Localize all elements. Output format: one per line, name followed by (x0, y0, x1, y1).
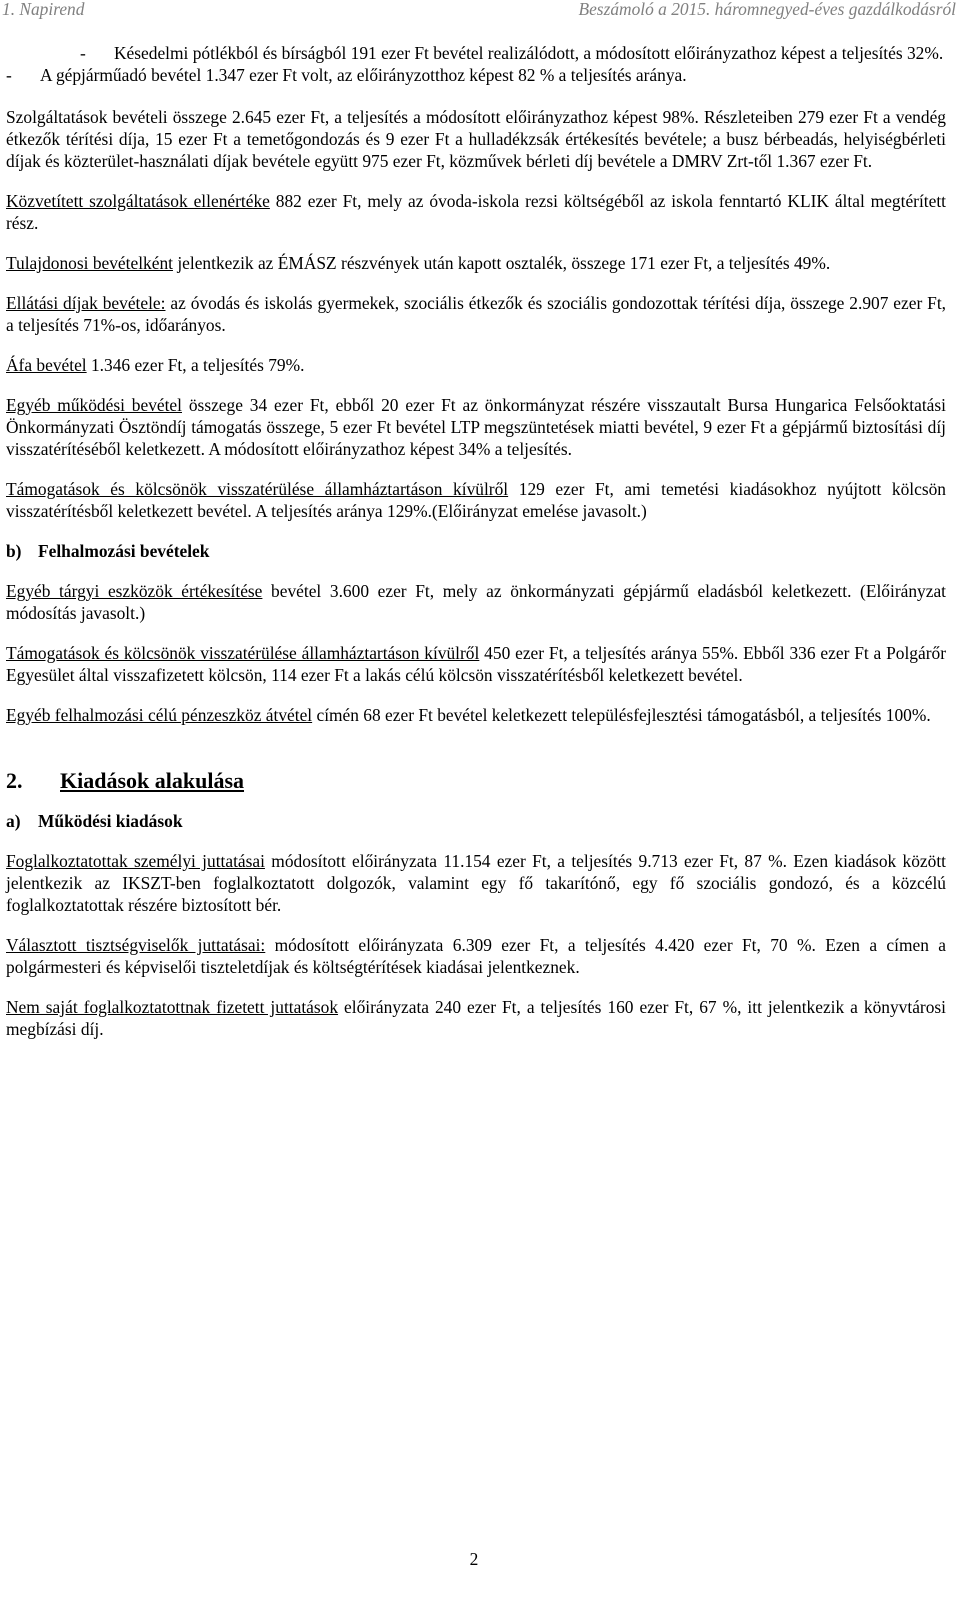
paragraph-text: 450 ezer Ft, a teljesítés aránya 55%. Ebből 336 ezer Ft a Polgárőr Egyesület által visszafizetett kölcsön, 114 ezer Ft a lakás célú kölcsön visszatérítésből keletkezett bevétel. (6, 643, 946, 685)
header-right: Beszámoló a 2015. háromnegyed-éves gazdálkodásról (578, 0, 956, 19)
section-letter: a) (6, 811, 21, 831)
paragraph-non-employee-pay (6, 996, 946, 1040)
paragraph-heading: Támogatások és kölcsönök visszatérülése államháztartáson kívülről (6, 643, 480, 663)
paragraph-text: módosított előirányzata 11.154 ezer Ft, a teljesítés 9.713 ezer Ft, 87 %. Ezen kiadások között jelentkezik az IKSZT-ben foglalkoztatott dolgozók, valamint egy fő takarítónő, egy fő szociális gondozó, és a közcélú foglalkoztatottak részére biztosított bér. (6, 851, 947, 915)
page-header (0, 0, 960, 30)
bullet-dash: - (80, 43, 86, 63)
list-item-text: A gépjárműadó bevétel 1.347 ezer Ft volt, az előirányzotthoz képest 82 % a teljesítés aránya. (40, 65, 687, 85)
paragraph-loan-returns (6, 478, 946, 522)
paragraph-text: 1.346 ezer Ft, a teljesítés 79%. (86, 355, 305, 375)
paragraph-text: 129 ezer Ft, ami temetési kiadásokhoz nyújtott kölcsön visszatérítésből keletkezett bevétel. A teljesítés aránya 129%.(Előirányzat emelése javasolt.) (6, 479, 947, 521)
paragraph-mediated-services (6, 190, 946, 234)
paragraph-vat (6, 354, 946, 376)
paragraph-employee-pay (6, 850, 946, 916)
paragraph-text: Szolgáltatások bevételi összege 2.645 ezer Ft, a teljesítés a módosított előirányzathoz képest 98%. Részleteiben 279 ezer Ft a vendég étkezők térítési díja, 15 ezer Ft a temetőgondozás és 9 ezer Ft a hulladékzsák értékesítés bevétele; a busz bérbeadás, helyiségbérleti díjak és közterület-használati díjak bevétele együtt 975 ezer Ft, közművek bérleti díj bevétele a DMRV Zrt-től 1.367 ezer Ft. (6, 107, 946, 171)
paragraph-text: előirányzata 240 ezer Ft, a teljesítés 160 ezer Ft, 67 %, itt jelentkezik a könyvtárosi megbízási díj. (6, 997, 947, 1039)
paragraph-loan-returns-capital (6, 642, 946, 686)
paragraph-text: címén 68 ezer Ft bevétel keletkezett településfejlesztési támogatásból, a teljesítés 100%. (312, 705, 931, 725)
chapter-heading (6, 770, 946, 792)
paragraph-heading: Egyéb működési bevétel (6, 395, 182, 415)
paragraph-heading: Támogatások és kölcsönök visszatérülése államháztartáson kívülről (6, 479, 509, 499)
section-title: Felhalmozási bevételek (38, 541, 210, 561)
paragraph-text: jelentkezik az ÉMÁSZ részvények után kapott osztalék, összege 171 ezer Ft, a teljesítés 49%. (172, 253, 831, 273)
paragraph-text: módosított előirányzata 6.309 ezer Ft, a teljesítés 4.420 ezer Ft, 70 %. Ezen a címen a polgármesteri és képviselői tiszteletdíjak és költségtérítések kiadásai jelentkeznek. (6, 935, 947, 977)
list-item (6, 42, 946, 64)
paragraph-heading: Egyéb felhalmozási célú pénzeszköz átvétel (6, 705, 313, 725)
paragraph-text: 882 ezer Ft, mely az óvoda-iskola rezsi költségéből az iskola fenntartó KLIK által megtérített rész. (6, 191, 947, 233)
paragraph-care-fees (6, 292, 946, 336)
paragraph-heading: Ellátási díjak bevétele: (6, 293, 166, 313)
paragraph-owner-income (6, 252, 946, 274)
section-heading-b (6, 540, 946, 562)
document-body (6, 42, 946, 1058)
page-number: 2 (469, 1549, 479, 1569)
section-heading-a (6, 810, 946, 832)
paragraph-heading: Egyéb tárgyi eszközök értékesítése (6, 581, 263, 601)
paragraph-heading: Tulajdonosi bevételként (6, 253, 173, 273)
paragraph-elected-officials (6, 934, 946, 978)
paragraph-heading: Foglalkoztatottak személyi juttatásai (6, 851, 265, 871)
section-title: Működési kiadások (38, 811, 183, 831)
paragraph-text: az óvodás és iskolás gyermekek, szociális étkezők és szociális gondozottak térítési díja, összege 2.907 ezer Ft, a teljesítés 71%-os, időarányos. (6, 293, 946, 335)
chapter-number: 2. (6, 768, 23, 793)
list-item (6, 64, 946, 86)
paragraph-asset-sales (6, 580, 946, 624)
paragraph-heading: Közvetített szolgáltatások ellenértéke (6, 191, 270, 211)
paragraph-text: összege 34 ezer Ft, ebből 20 ezer Ft az önkormányzat részére visszautalt Bursa Hungarica Felsőoktatási Önkormányzati Ösztöndíj támogatás összege, 5 ezer Ft bevétel LTP megszüntetések miatti bevétel, 9 ezer Ft a gépjármű biztosítási díj visszatérítéséből keletkezett. A módosított előirányzathoz képest 34% a teljesítés. (6, 395, 946, 459)
paragraph-text: bevétel 3.600 ezer Ft, mely az önkormányzati gépjármű eladásból keletkezett. (Előirányzat módosítás javasolt.) (6, 581, 946, 623)
paragraph-heading: Áfa bevétel (6, 355, 87, 375)
chapter-title: Kiadások alakulása (60, 768, 245, 793)
header-left: 1. Napirend (2, 0, 85, 19)
paragraph-heading: Választott tisztségviselők juttatásai: (6, 935, 266, 955)
paragraph-heading: Nem saját foglalkoztatottnak fizetett juttatások (6, 997, 339, 1017)
section-letter: b) (6, 541, 22, 561)
paragraph-other-operating (6, 394, 946, 460)
paragraph-services (6, 106, 946, 172)
list-item-text: Késedelmi pótlékból és bírságból 191 ezer Ft bevétel realizálódott, a módosított előirányzathoz képest a teljesítés 32%. (114, 43, 944, 63)
bullet-dash: - (6, 65, 12, 85)
paragraph-capital-transfer (6, 704, 946, 726)
